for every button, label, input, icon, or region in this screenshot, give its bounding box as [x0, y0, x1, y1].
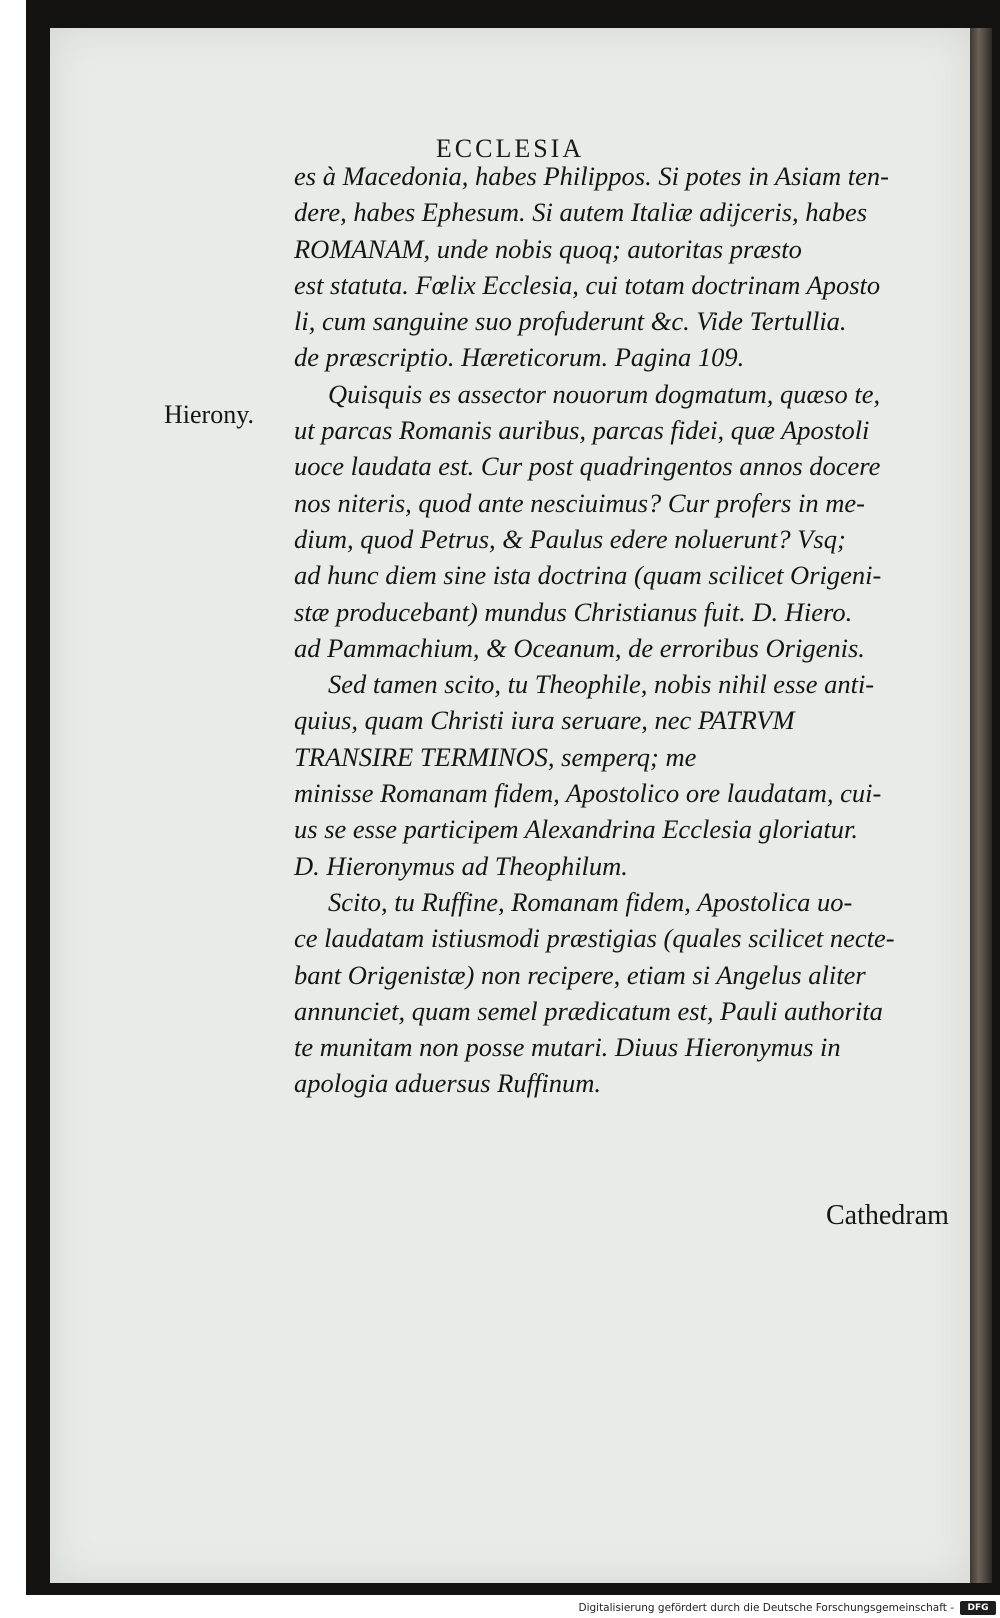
text-line: ad hunc diem sine ista doctrina (quam scilicet Origeni- [294, 560, 882, 591]
text-line: uoce laudata est. Cur post quadringentos annos docere [294, 451, 881, 482]
text-line: bant Origenistæ) non recipere, etiam si Angelus aliter [294, 959, 866, 990]
book-edge [970, 28, 992, 1583]
digitization-footer [0, 1598, 1000, 1618]
margin-note: Hierony. [164, 400, 255, 429]
text-line: TRANSIRE TERMINOS, semperq; me [294, 741, 697, 772]
text-line: te munitam non posse mutari. Diuus Hieronymus in [294, 1032, 841, 1063]
text-line: ROMANAM, unde nobis quoq; autoritas præsto [294, 233, 802, 264]
text-line: de præscriptio. Hæreticorum. Pagina 109. [294, 342, 745, 373]
body-text [294, 158, 970, 1102]
text-line: Scito, tu Ruffine, Romanam fidem, Apostolica uo- [328, 886, 853, 917]
text-line: ce laudatam istiusmodi præstigias (quales scilicet necte- [294, 923, 895, 954]
text-line: li, cum sanguine suo profuderunt &c. Vide Tertullia. [294, 306, 847, 337]
text-line: est statuta. Fœlix Ecclesia, cui totam doctrinam Aposto [294, 269, 881, 300]
text-line: us se esse participem Alexandrina Ecclesia gloriatur. [294, 814, 859, 845]
text-line: ad Pammachium, & Oceanum, de erroribus Origenis. [294, 632, 865, 663]
text-line: apologia aduersus Ruffinum. [294, 1068, 601, 1099]
dfg-logo-icon: DFG [960, 1601, 996, 1615]
text-line: es à Macedonia, habes Philippos. Si potes in Asiam ten- [294, 161, 889, 191]
text-line: Quisquis es assector nouorum dogmatum, quæso te, [328, 378, 881, 409]
text-line: nos niteris, quod ante nesciuimus? Cur profers in me- [294, 487, 865, 518]
text-line: quius, quam Christi iura seruare, nec PATRVM [294, 705, 795, 736]
text-line: stæ producebant) mundus Christianus fuit. D. Hiero. [294, 596, 853, 627]
text-line: D. Hieronymus ad Theophilum. [294, 850, 628, 881]
catchword: Cathedram [826, 1200, 949, 1231]
text-line: dere, habes Ephesum. Si autem Italiæ adijceris, habes [294, 197, 868, 228]
text-line: Sed tamen scito, tu Theophile, nobis nihil esse anti- [328, 669, 875, 700]
footer-credit: Digitalisierung gefördert durch die Deutsche Forschungsgemeinschaft - [578, 1602, 954, 1614]
text-line: minisse Romanam fidem, Apostolico ore laudatam, cui- [294, 778, 882, 809]
text-line: ut parcas Romanis auribus, parcas fidei, quæ Apostoli [294, 415, 870, 446]
text-line: dium, quod Petrus, & Paulus edere noluerunt? Vsq; [294, 523, 846, 554]
running-head: ECCLESIA [435, 134, 585, 163]
text-line: annunciet, quam semel prædicatum est, Pauli authorita [294, 995, 883, 1026]
